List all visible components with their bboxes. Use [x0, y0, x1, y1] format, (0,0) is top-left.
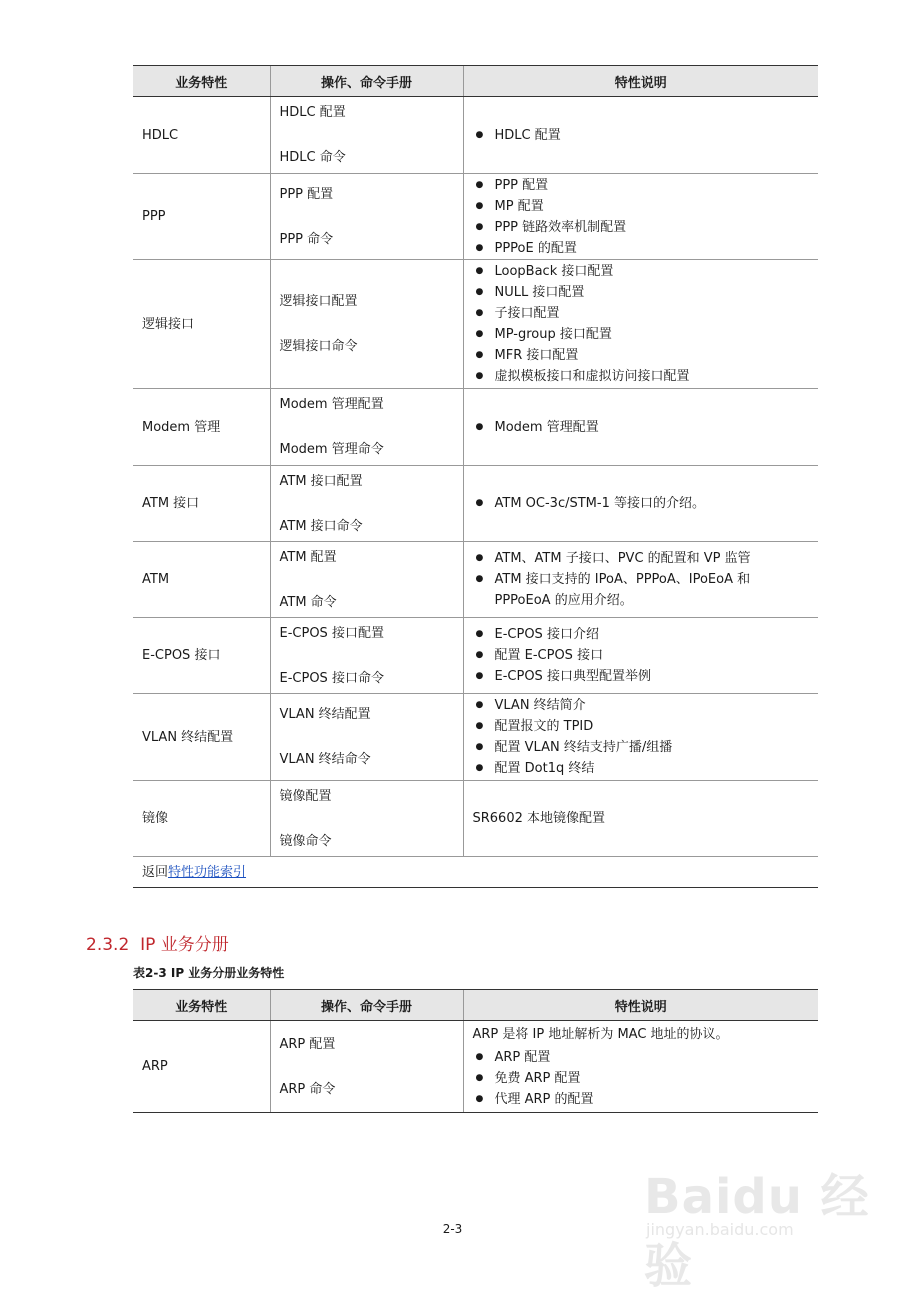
page-number: 2-3 — [442, 1222, 463, 1236]
manual-cell — [270, 174, 463, 260]
watermark-url: jingyan.baidu.com — [646, 1220, 794, 1239]
manual-config: E-CPOS 接口配置 — [279, 625, 384, 641]
manual-cell — [270, 260, 463, 389]
manual-config: 逻辑接口配置 — [279, 294, 358, 309]
manual-cell — [270, 618, 463, 694]
table-header-row — [133, 66, 818, 97]
list-item: ● PPP 配置 — [473, 175, 810, 196]
list-item: ● NULL 接口配置 — [473, 282, 810, 303]
header-manual: 操作、命令手册 — [270, 66, 463, 97]
list-item: ● E-CPOS 接口介绍 — [473, 624, 810, 645]
manual-command: VLAN 终结命令 — [279, 752, 371, 767]
header-feature: 业务特性 — [133, 990, 270, 1021]
feature-cell: PPP — [133, 174, 270, 260]
ip-feature-table — [133, 989, 818, 1113]
description-cell — [463, 97, 818, 174]
list-item: ● MP-group 接口配置 — [473, 324, 810, 345]
description-cell — [463, 1021, 818, 1113]
header-description: 特性说明 — [463, 66, 818, 97]
manual-cell — [270, 466, 463, 542]
feature-index-link[interactable]: 特性功能索引 — [168, 864, 247, 880]
table-row — [133, 618, 818, 694]
description-cell: SR6602 本地镜像配置 — [463, 781, 818, 857]
table-header-row — [133, 990, 818, 1021]
feature-cell: ATM — [133, 542, 270, 618]
feature-cell: 镜像 — [133, 781, 270, 857]
description-intro: ARP 是将 IP 地址解析为 MAC 地址的协议。 — [472, 1026, 729, 1042]
manual-config: ATM 接口配置 — [279, 473, 363, 489]
table-row — [133, 542, 818, 618]
table-row — [133, 97, 818, 174]
manual-cell — [270, 389, 463, 466]
list-item: ● MP 配置 — [473, 196, 810, 217]
feature-cell: VLAN 终结配置 — [133, 694, 270, 781]
description-cell — [463, 174, 818, 260]
feature-cell: E-CPOS 接口 — [133, 618, 270, 694]
manual-command: HDLC 命令 — [279, 150, 346, 165]
list-item: ● 免费 ARP 配置 — [473, 1068, 810, 1089]
manual-command: PPP 命令 — [279, 231, 334, 247]
header-manual: 操作、命令手册 — [270, 990, 463, 1021]
list-item: ● ATM 接口支持的 IPoA、PPPoA、IPoEoA 和 PPPoEoA 的应用介绍。 — [473, 569, 810, 611]
list-item: ● 配置 Dot1q 终结 — [473, 758, 810, 779]
back-cell — [133, 857, 818, 888]
manual-config: Modem 管理配置 — [279, 397, 384, 412]
manual-command: 逻辑接口命令 — [279, 339, 358, 354]
list-item: ● 配置报文的 TPID — [473, 716, 810, 737]
list-item: ● Modem 管理配置 — [473, 417, 810, 438]
manual-command: ARP 命令 — [279, 1081, 336, 1097]
list-item: ● 虚拟模板接口和虚拟访问接口配置 — [473, 366, 810, 387]
description-cell — [463, 694, 818, 781]
manual-config: ATM 配置 — [279, 549, 337, 565]
manual-config: HDLC 配置 — [279, 105, 346, 120]
manual-cell — [270, 781, 463, 857]
manual-cell — [270, 97, 463, 174]
header-description: 特性说明 — [463, 990, 818, 1021]
list-item: ● 配置 VLAN 终结支持广播/组播 — [473, 737, 810, 758]
list-item: ● ATM、ATM 子接口、PVC 的配置和 VP 监管 — [473, 548, 810, 569]
list-item: ● MFR 接口配置 — [473, 345, 810, 366]
manual-config: ARP 配置 — [279, 1036, 336, 1052]
table-row — [133, 694, 818, 781]
manual-command: E-CPOS 接口命令 — [279, 670, 384, 686]
description-cell — [463, 260, 818, 389]
description-cell — [463, 618, 818, 694]
section-number: 2.3.2 — [86, 935, 130, 955]
feature-table — [133, 65, 818, 888]
back-row — [133, 857, 818, 888]
list-item: ● 子接口配置 — [473, 303, 810, 324]
table-row — [133, 1021, 818, 1113]
list-item: ● PPP 链路效率机制配置 — [473, 217, 810, 238]
table-caption: 表2-3 IP 业务分册业务特性 — [133, 966, 285, 980]
manual-command: ATM 命令 — [279, 594, 337, 610]
manual-command: Modem 管理命令 — [279, 442, 384, 457]
list-item: ● PPPoE 的配置 — [473, 238, 810, 259]
manual-config: PPP 配置 — [279, 186, 334, 202]
header-feature: 业务特性 — [133, 66, 270, 97]
section-title: IP 业务分册 — [140, 935, 229, 955]
back-prefix: 返回 — [142, 864, 169, 880]
feature-cell: 逻辑接口 — [133, 260, 270, 389]
table-row — [133, 389, 818, 466]
list-item: ● 代理 ARP 的配置 — [473, 1089, 810, 1110]
manual-cell — [270, 542, 463, 618]
list-item: ● VLAN 终结简介 — [473, 695, 810, 716]
description-cell — [463, 542, 818, 618]
manual-command: ATM 接口命令 — [279, 518, 363, 534]
table-row — [133, 781, 818, 857]
feature-cell: ARP — [133, 1021, 270, 1113]
manual-cell — [270, 1021, 463, 1113]
manual-config: 镜像配置 — [279, 788, 332, 804]
feature-cell: HDLC — [133, 97, 270, 174]
list-item: ● E-CPOS 接口典型配置举例 — [473, 666, 810, 687]
description-cell — [463, 466, 818, 542]
list-item: ● 配置 E-CPOS 接口 — [473, 645, 810, 666]
list-item: ● HDLC 配置 — [473, 125, 810, 146]
baidu-jingyan-watermark — [632, 1140, 872, 1294]
section-heading — [86, 930, 229, 955]
list-item: ● ARP 配置 — [473, 1047, 810, 1068]
table-row — [133, 260, 818, 389]
description-cell — [463, 389, 818, 466]
manual-cell — [270, 694, 463, 781]
feature-cell: Modem 管理 — [133, 389, 270, 466]
watermark-logo: Baidu 经验 — [644, 1169, 870, 1294]
table-row — [133, 466, 818, 542]
table-row — [133, 174, 818, 260]
manual-command: 镜像命令 — [279, 833, 332, 849]
list-item: ● LoopBack 接口配置 — [473, 261, 810, 282]
manual-config: VLAN 终结配置 — [279, 707, 371, 722]
feature-cell: ATM 接口 — [133, 466, 270, 542]
list-item: ● ATM OC-3c/STM-1 等接口的介绍。 — [473, 493, 810, 514]
